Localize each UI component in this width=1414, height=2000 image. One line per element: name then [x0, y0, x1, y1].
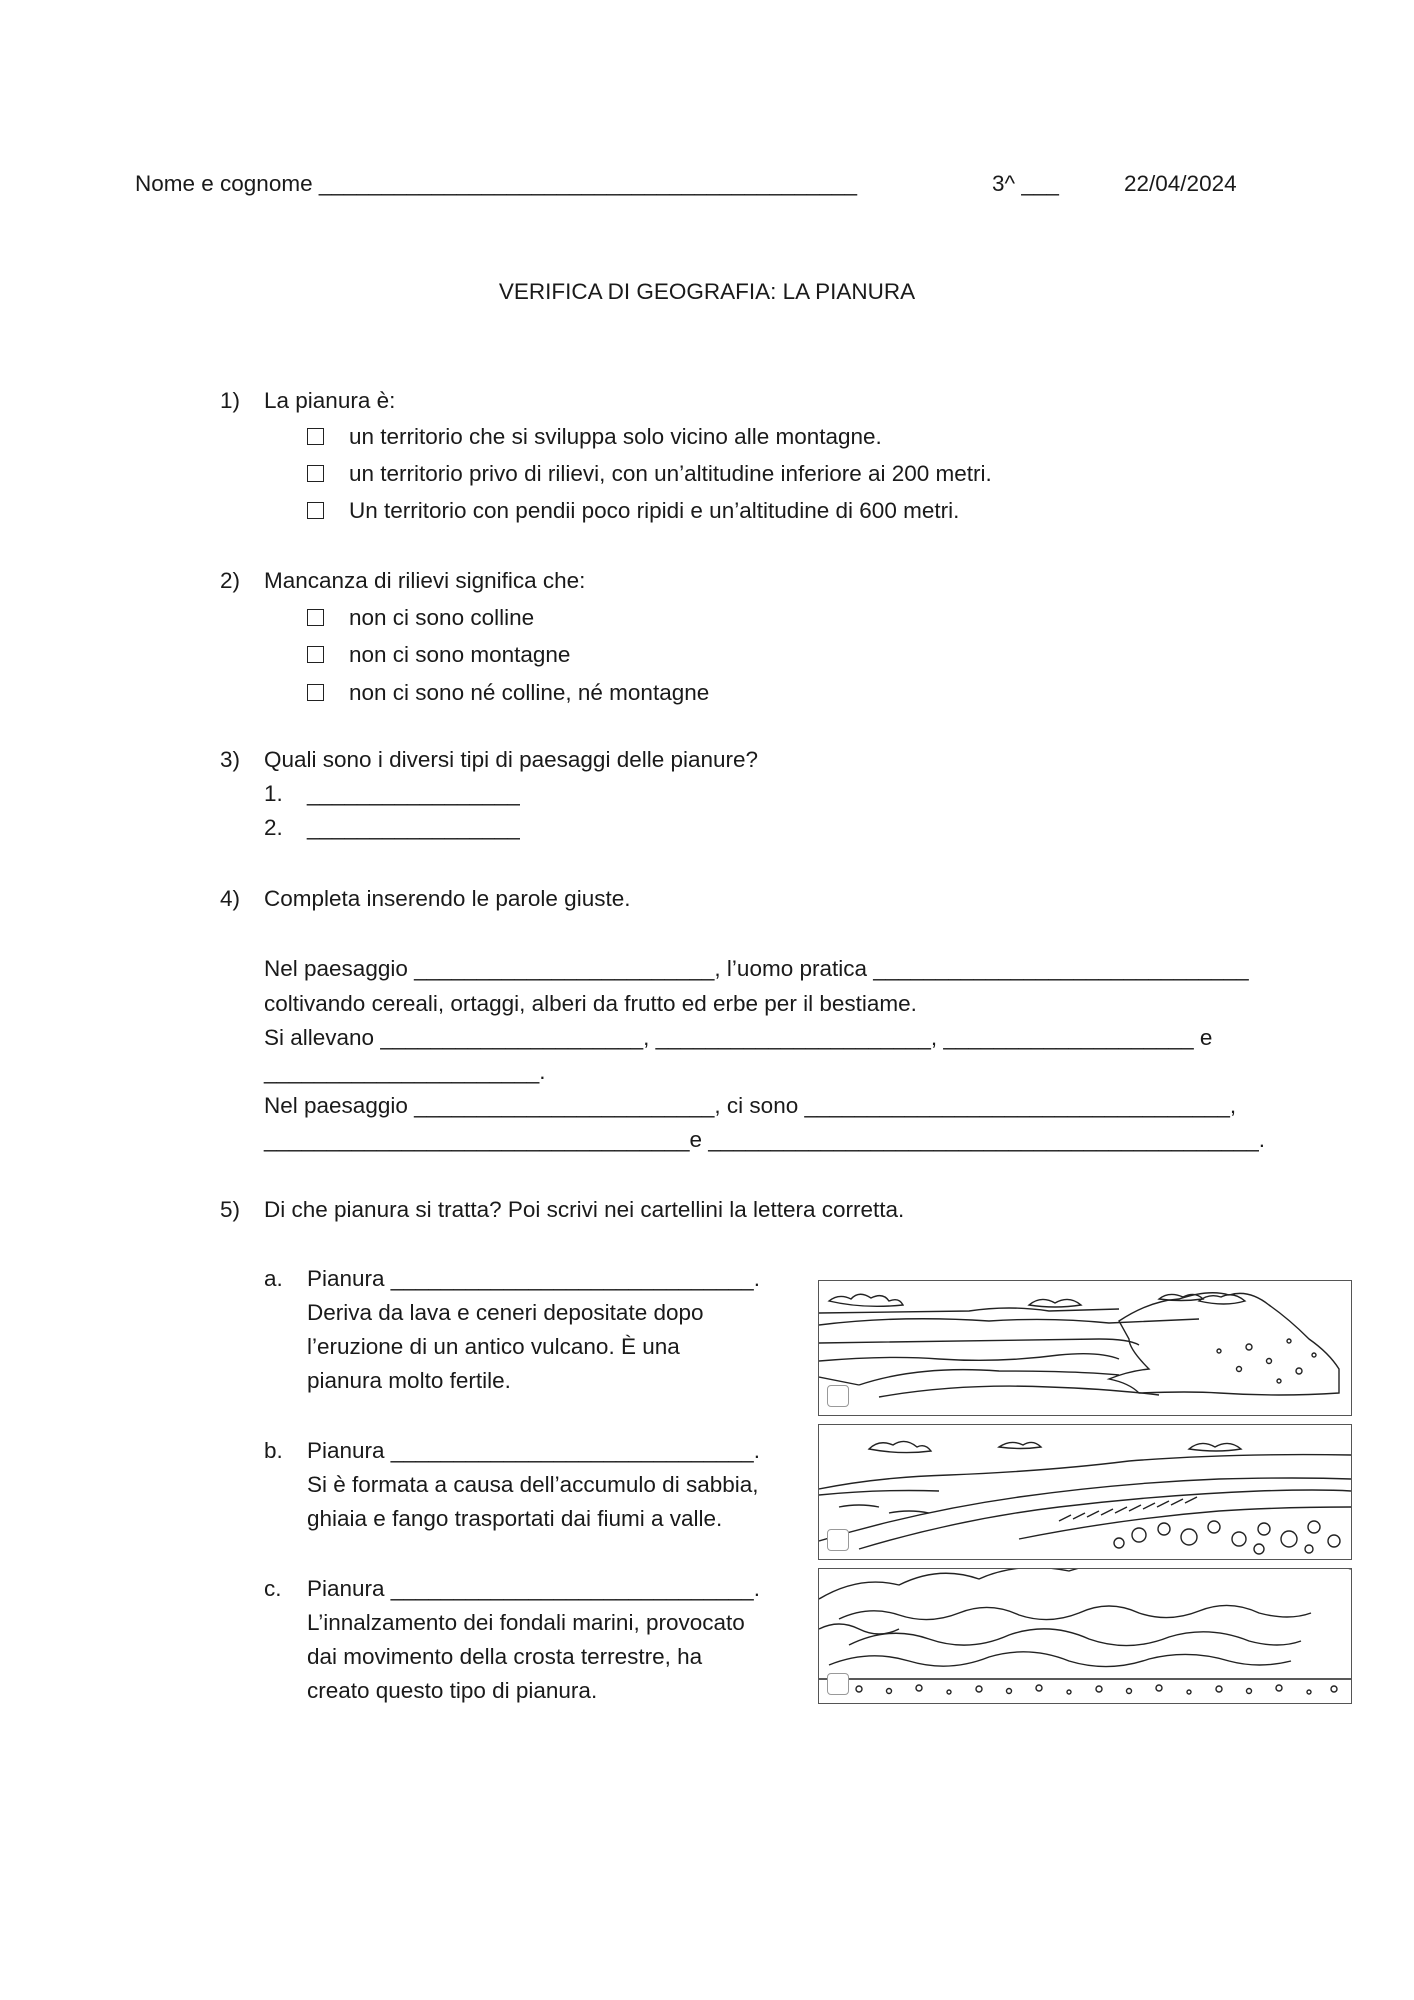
q4-number: 4) [220, 886, 241, 911]
page-title: VERIFICA DI GEOGRAFIA: LA PIANURA [498, 279, 916, 304]
q2-text: Mancanza di rilievi significa che: [264, 568, 586, 593]
q3-item-1-number: 1. [264, 781, 283, 806]
q5b-desc-2: ghiaia e fango trasportati dai fiumi a valle. [307, 1506, 723, 1531]
seabed-plain-illustration [818, 1568, 1352, 1704]
q3-item-2-number: 2. [264, 815, 283, 840]
volcanic-plain-illustration [818, 1280, 1352, 1416]
q5b-letter: b. [264, 1438, 283, 1463]
q1-checkbox-2[interactable] [307, 465, 324, 482]
label-box-3[interactable] [827, 1673, 849, 1695]
q2-checkbox-3[interactable] [307, 684, 324, 701]
q5a-letter: a. [264, 1266, 283, 1291]
q2-option-3: non ci sono né colline, né montagne [349, 680, 710, 705]
q5c-blank[interactable]: Pianura _____________________________. [307, 1576, 760, 1601]
alluvial-plain-illustration [818, 1424, 1352, 1560]
q3-text: Quali sono i diversi tipi di paesaggi delle pianure? [264, 747, 759, 772]
q1-option-3: Un territorio con pendii poco ripidi e un’altitudine di 600 metri. [349, 498, 960, 523]
q5-number: 5) [220, 1197, 241, 1222]
label-box-1[interactable] [827, 1385, 849, 1407]
class-field[interactable]: 3^ ___ [992, 171, 1059, 196]
q4-line-3[interactable]: Si allevano _____________________, ______________________, ____________________ e [264, 1025, 1213, 1050]
q5b-desc-1: Si è formata a causa dell’accumulo di sabbia, [307, 1472, 759, 1497]
q2-checkbox-2[interactable] [307, 646, 324, 663]
q5b-blank[interactable]: Pianura _____________________________. [307, 1438, 760, 1463]
q4-line-6[interactable]: __________________________________e ____________________________________________. [264, 1127, 1266, 1152]
q5a-blank[interactable]: Pianura _____________________________. [307, 1266, 760, 1291]
q1-number: 1) [220, 388, 241, 413]
label-box-2[interactable] [827, 1529, 849, 1551]
q2-option-2: non ci sono montagne [349, 642, 571, 667]
q5a-desc-2: l’eruzione di un antico vulcano. È una [307, 1334, 680, 1359]
q4-line-1[interactable]: Nel paesaggio ________________________, l’uomo pratica ______________________________ [264, 956, 1249, 981]
q5a-desc-3: pianura molto fertile. [307, 1368, 511, 1393]
q4-line-2: coltivando cereali, ortaggi, alberi da frutto ed erbe per il bestiame. [264, 991, 917, 1016]
q4-line-5[interactable]: Nel paesaggio ________________________, ci sono __________________________________, [264, 1093, 1237, 1118]
q5a-desc-1: Deriva da lava e ceneri depositate dopo [307, 1300, 704, 1325]
q5c-desc-3: creato questo tipo di pianura. [307, 1678, 598, 1703]
q2-number: 2) [220, 568, 241, 593]
name-blank[interactable]: ___________________________________________ [318, 171, 857, 196]
q1-checkbox-1[interactable] [307, 428, 324, 445]
q5c-desc-1: L’innalzamento dei fondali marini, provocato [307, 1610, 745, 1635]
q3-number: 3) [220, 747, 241, 772]
q4-text: Completa inserendo le parole giuste. [264, 886, 631, 911]
date: 22/04/2024 [1124, 171, 1237, 196]
q4-line-4[interactable]: ______________________. [264, 1059, 546, 1084]
q1-text: La pianura è: [264, 388, 396, 413]
q5-text: Di che pianura si tratta? Poi scrivi nei cartellini la lettera corretta. [264, 1197, 905, 1222]
q3-item-2-blank[interactable]: _________________ [307, 815, 520, 840]
q1-option-1: un territorio che si sviluppa solo vicino alle montagne. [349, 424, 882, 449]
q5c-desc-2: dai movimento della crosta terrestre, ha [307, 1644, 703, 1669]
name-label: Nome e cognome ___________________________________________ [135, 171, 857, 196]
q3-item-1-blank[interactable]: _________________ [307, 781, 520, 806]
q5c-letter: c. [264, 1576, 282, 1601]
q1-checkbox-3[interactable] [307, 502, 324, 519]
q2-checkbox-1[interactable] [307, 609, 324, 626]
q1-option-2: un territorio privo di rilievi, con un’altitudine inferiore ai 200 metri. [349, 461, 992, 486]
q2-option-1: non ci sono colline [349, 605, 535, 630]
